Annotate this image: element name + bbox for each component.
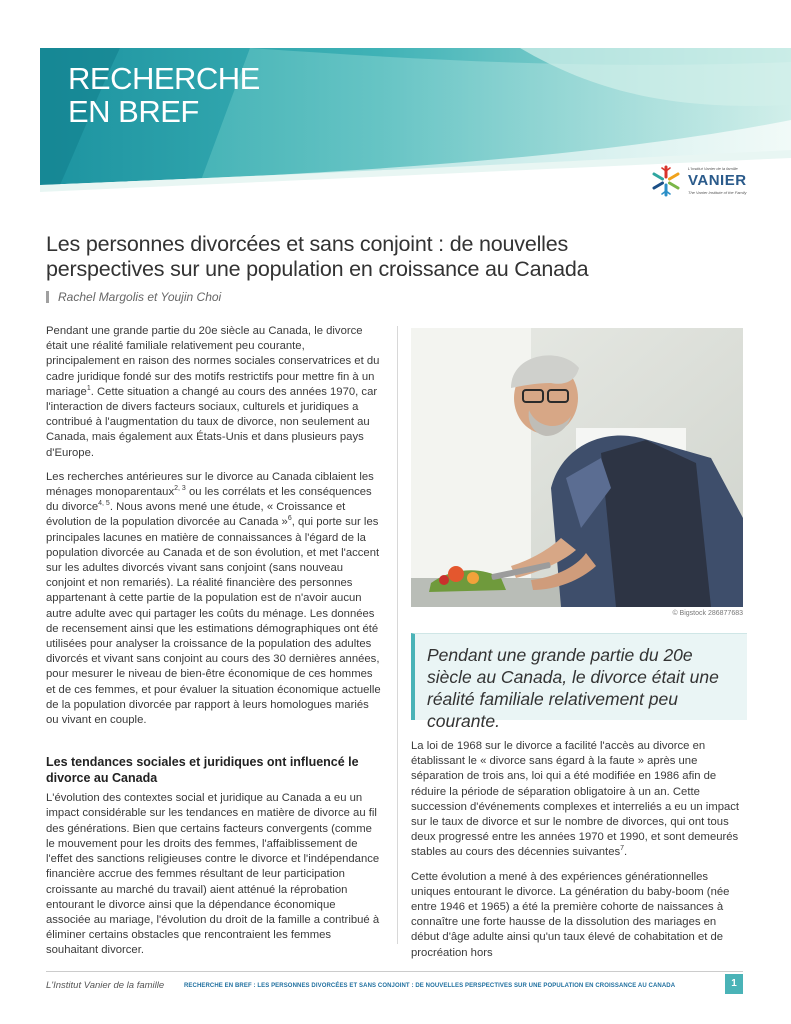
snowflake-logo-icon <box>648 164 684 198</box>
banner-title-line1: RECHERCHE <box>68 61 260 96</box>
pull-quote: Pendant une grande partie du 20e siècle au Canada, le divorce était une réalité familiale relativement peu courante. <box>427 645 719 731</box>
paragraph-intro-text-after: . Cette situation a changé au cours des années 1970, car l'interaction de divers facteurs sociaux, culturels et juridiques a contribué à l'augmentation du taux de divorce, non seulement au Canada, mais également aux États-Unis et dans plusieurs pays d'Europe. <box>46 385 378 459</box>
paragraph-research <box>46 470 381 728</box>
document-title: Les personnes divorcées et sans conjoint : de nouvelles perspectives sur une population en croissance au Canada <box>46 232 589 281</box>
footnote-ref[interactable]: 1 <box>86 385 91 393</box>
logo-name: VANIER <box>688 172 747 189</box>
vanier-logo[interactable] <box>648 164 748 200</box>
footnote-ref[interactable]: 7 <box>620 845 625 853</box>
paragraph-divorce-law-text: La loi de 1968 sur le divorce a facilité l'accès au divorce en établissant le « divorce sans égard à la faute » après une séparation de trois ans, loi qui a été modifiée en 1986 afin de réduire la période de séparation obligatoire à un an. Cette succession d'événements complexes et interreliés a eu un impact sur le taux de divorce et sur le nombre de divorces, qui ont tous deux progressé entre les années 1970 et 1990, et sont demeurés stables au cours des décennies suivantes <box>411 740 740 859</box>
footer-institute: L'Institut Vanier de la famille <box>46 980 165 991</box>
paragraph-research-b: ou les corrélats et les conséquences du divorce <box>46 486 372 514</box>
footnote-ref[interactable]: 4, 5 <box>98 500 110 508</box>
column-divider <box>397 326 398 944</box>
banner-title <box>68 62 260 128</box>
banner-title-line2: EN BREF <box>68 94 199 129</box>
pull-quote-box <box>411 633 747 731</box>
authors: Rachel Margolis et Youjin Choi <box>46 291 221 303</box>
paragraph-divorce-law-text-after: . <box>624 846 628 859</box>
paragraph-intro <box>46 324 381 461</box>
footer-running-title: RECHERCHE EN BREF : LES PERSONNES DIVORCÉES ET SANS CONJOINT : DE NOUVELLES PERSPECTIVES SUR UNE POPULATION EN CROISSANCE AU CANADA <box>184 983 676 989</box>
paragraph-divorce-law <box>411 739 743 861</box>
logo-sub-text: The Vanier Institute of the Family <box>688 190 747 195</box>
footer-divider <box>46 971 743 972</box>
paragraph-trends: L'évolution des contextes social et juridique au Canada a eu un impact considérable sur les tendances en matière de divorce au fil des générations. Bien que certains facteurs convergents (comme le mouvement pour les droits des femmes, l'affaiblissement de l'effet des sanctions religieuses contre le divorce et l'indépendance financière accrue des femmes résultant de leur participation croissante au marché du travail) aient atténué la réprobation entourant le divorce ainsi que la dépendance économique associée au mariage, l'évolution du droit de la famille a contribué à éliminer certains obstacles que rencontraient les femmes souhaitant divorcer. <box>46 792 380 957</box>
footnote-ref[interactable]: 6 <box>287 515 292 523</box>
paragraph-generations: Cette évolution a mené à des expériences générationnelles uniques entourant le divorce. La génération du baby-boom (née entre 1946 et 1965) a été la première cohorte de naissances à connaître une forte hausse de la dissolution des mariages en début d'âge adulte ainsi qu'un taux élevé de cohabitation et de procréation hors <box>411 870 730 959</box>
logo-top-text: L'Institut Vanier de la famille <box>688 166 738 171</box>
footnote-ref[interactable]: 2, 3 <box>174 485 186 493</box>
left-column <box>46 324 381 968</box>
paragraph-intro-text: Pendant une grande partie du 20e siècle au Canada, le divorce était une réalité familiale relativement peu courante, principalement en raison des normes sociales conservatrices et du cadre juridique fondé sur des motifs restrictifs pour mettre fin à un mariage <box>46 325 380 398</box>
paragraph-research-c: . Nous avons mené une étude, « Croissance et évolution de la population divorcée au Canada » <box>46 501 346 529</box>
photo-credit: © Bigstock 286877683 <box>672 610 743 617</box>
paragraph-research-d: , qui porte sur les principales lacunes en matière de connaissances à l'égard de la population divorcée au Canada et de son évolution, et met l'accent sur les adultes divorcés vivant sans conjoint (sans nouveau conjoint et non remariés). La réalité financière des personnes appartenant à cette partie de la population est de n'avoir aucun autre adulte avec qui partager les coûts du ménage. Les données de recensement ainsi que les estimations démographiques ont été utilisées pour analyser la croissance de la population des adultes divorcés et vivant sans conjoint au cours des 30 dernières années, pour mesurer le niveau de bien-être économique de ces hommes et de ces femmes, et pour évaluer la situation économique actuelle de la population divorcée par rapport à leurs homologues mariés ou vivant en couple. <box>46 516 381 727</box>
page-number: 1 <box>725 974 743 994</box>
section-heading: Les tendances sociales et juridiques ont influencé le divorce au Canada <box>46 755 359 786</box>
paragraph-research-a: Les recherches antérieures sur le divorce au Canada ciblaient les ménages monoparentaux <box>46 470 374 499</box>
photo-illustration <box>411 328 743 607</box>
right-column <box>411 739 743 970</box>
article-photo <box>411 328 743 607</box>
